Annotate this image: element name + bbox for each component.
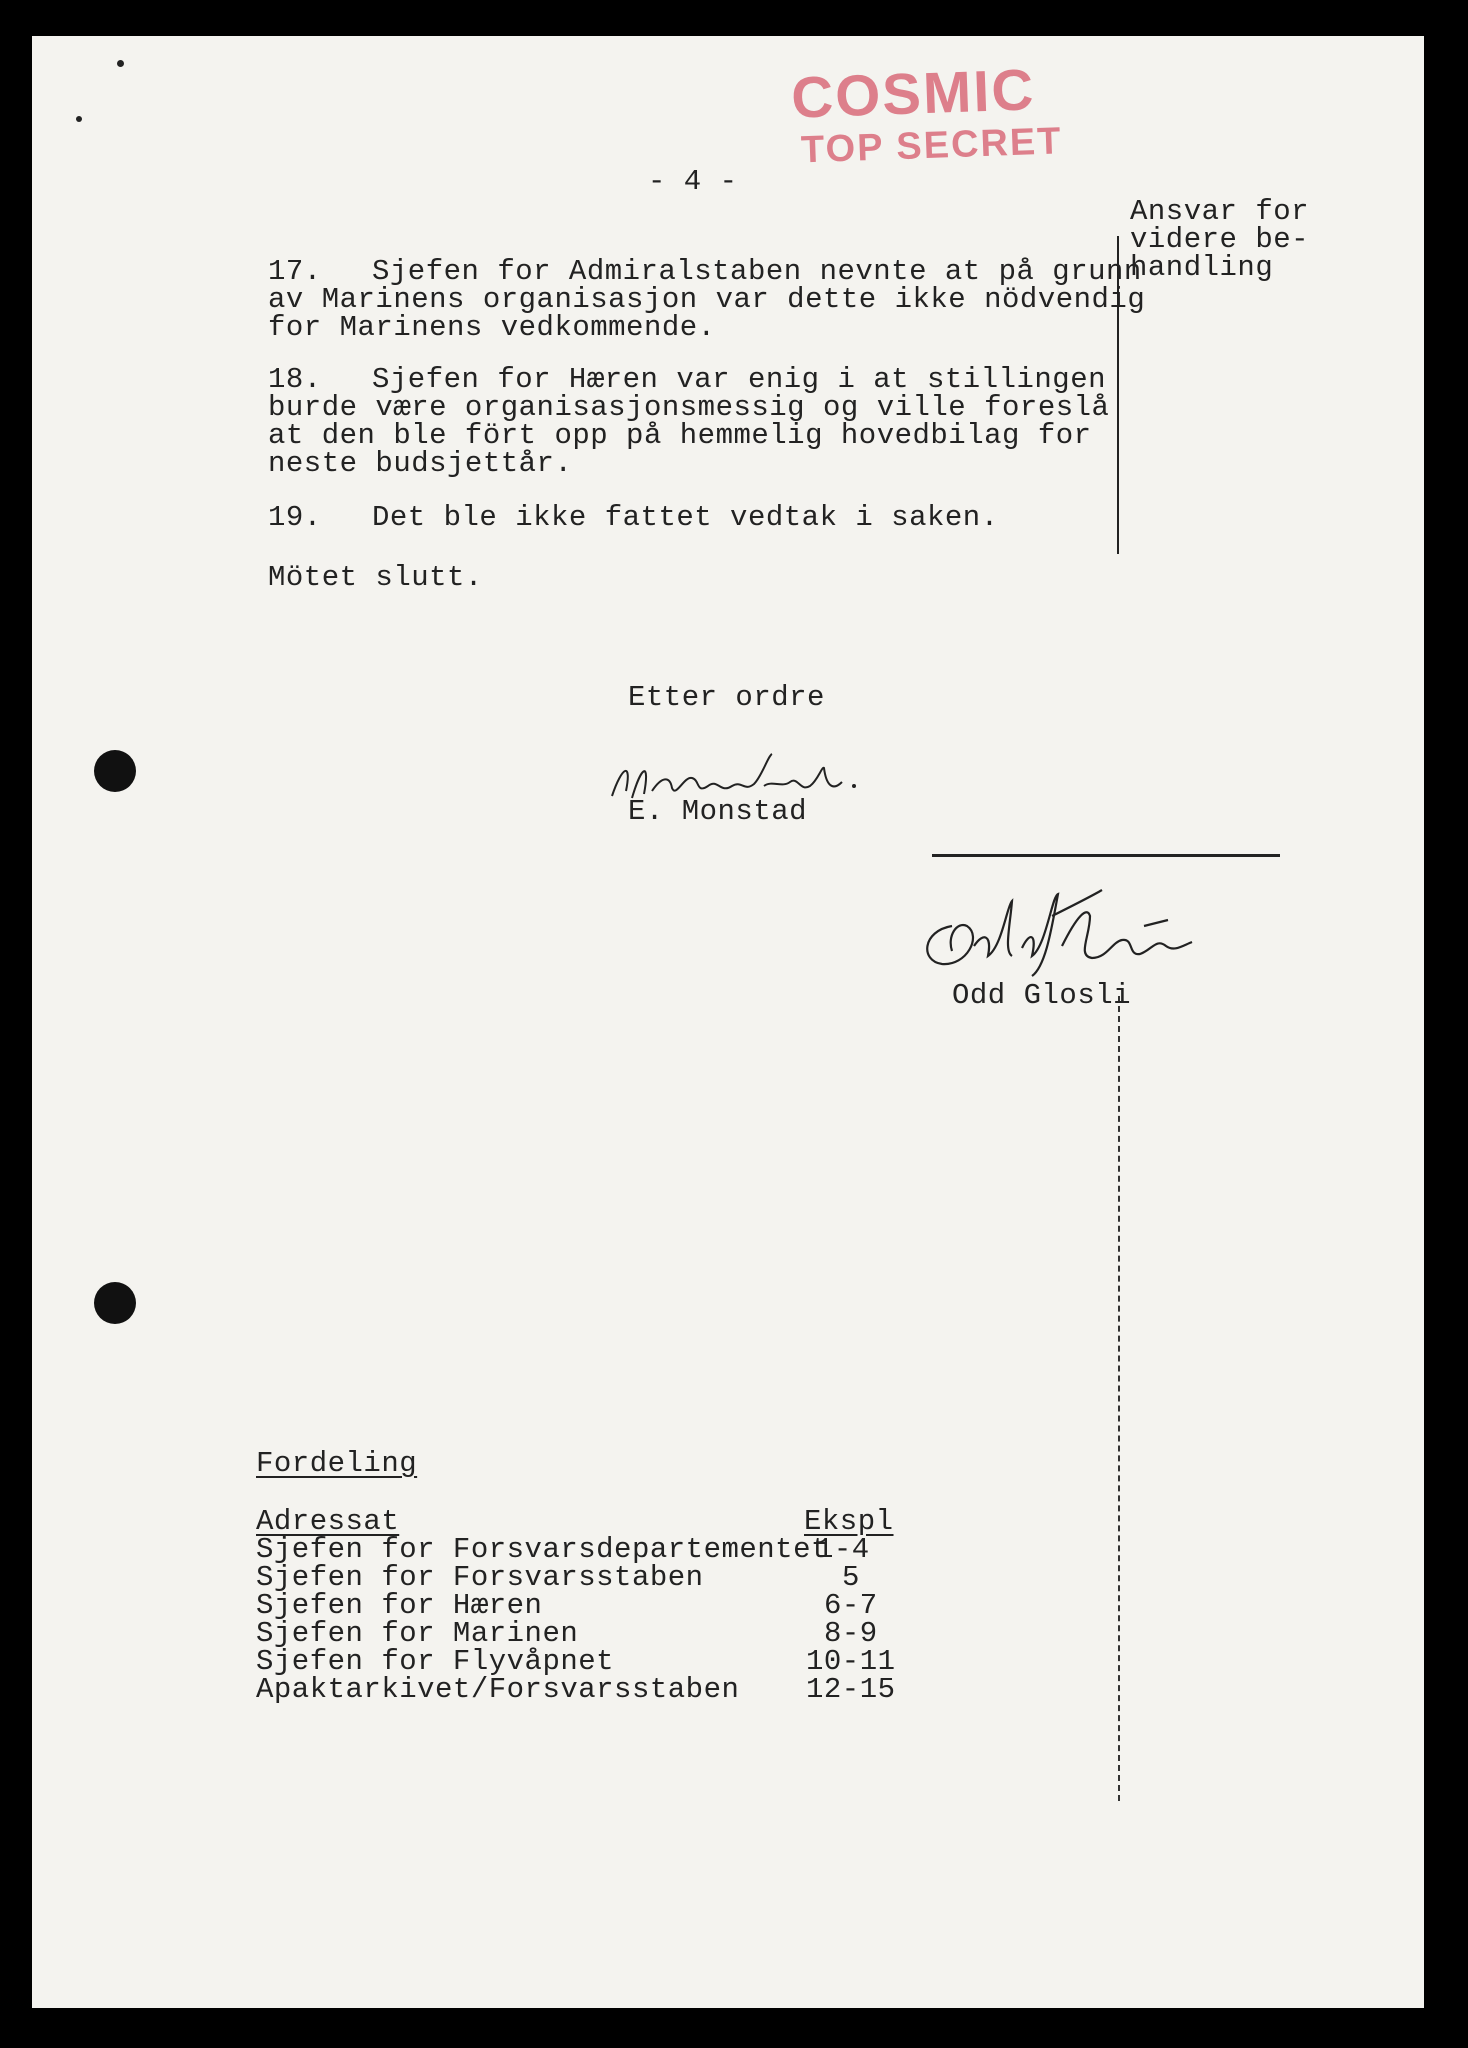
paragraph-19-number: 19. (268, 501, 322, 534)
paragraph-17-number: 17. (268, 255, 322, 288)
ink-speck (117, 60, 124, 67)
page-number: - 4 - (648, 165, 738, 198)
paragraph-19-line-1: Det ble ikke fattet vedtak i saken. (372, 501, 999, 534)
paragraph-18-line-4: neste budsjettår. (268, 447, 573, 480)
distribution-title: Fordeling (256, 1447, 418, 1480)
distribution-copies: 10-11 (806, 1645, 896, 1678)
distribution-copies: 8-9 (824, 1617, 878, 1650)
distribution-col-copies: Ekspl (804, 1505, 894, 1538)
glosli-signature (912, 876, 1212, 986)
signer-1-name: E. Monstad (628, 795, 808, 828)
signature-divider (932, 854, 1280, 857)
paragraph-17-line-2: av Marinens organisasjon var dette ikke nödvendig (268, 283, 1146, 316)
margin-note-line-3: handling (1130, 251, 1274, 284)
signer-2-name: Odd Glosli (952, 979, 1132, 1012)
distribution-recipient: Sjefen for Flyvåpnet (256, 1645, 615, 1678)
distribution-recipient: Apaktarkivet/Forsvarsstaben (256, 1673, 740, 1706)
classification-stamp (790, 59, 1063, 172)
margin-note-line-1: Ansvar for (1130, 195, 1310, 228)
document-page (32, 36, 1424, 2008)
distribution-copies: 12-15 (806, 1673, 896, 1706)
stamp-line-2: TOP SECRET (800, 120, 1064, 172)
distribution-copies: 6-7 (824, 1589, 878, 1622)
closing-line: Mötet slutt. (268, 561, 483, 594)
distribution-copies: 5 (842, 1561, 860, 1594)
stamp-line-1: COSMIC (790, 57, 1037, 131)
distribution-col-recipient: Adressat (256, 1505, 400, 1538)
punch-hole-top (94, 750, 136, 792)
margin-note-line-2: videre be- (1130, 223, 1310, 256)
margin-rule-lower (1118, 996, 1120, 1801)
paragraph-18-line-2: burde være organisasjonsmessig og ville foreslå (268, 391, 1110, 424)
distribution-recipient: Sjefen for Marinen (256, 1617, 579, 1650)
distribution-copies: 1-4 (816, 1533, 870, 1566)
paragraph-18-number: 18. (268, 363, 322, 396)
distribution-recipient: Sjefen for Hæren (256, 1589, 543, 1622)
ink-speck (76, 116, 82, 122)
punch-hole-bottom (94, 1282, 136, 1324)
distribution-recipient: Sjefen for Forsvarsdepartementet (256, 1533, 829, 1566)
distribution-recipient: Sjefen for Forsvarsstaben (256, 1561, 704, 1594)
paragraph-17-line-3: for Marinens vedkommende. (268, 311, 716, 344)
signature-intro: Etter ordre (628, 681, 825, 714)
paragraph-17-line-1: Sjefen for Admiralstaben nevnte at på grunn (372, 255, 1142, 288)
paragraph-18-line-1: Sjefen for Hæren var enig i at stillingen (372, 363, 1107, 396)
paragraph-18-line-3: at den ble fört opp på hemmelig hovedbilag for (268, 419, 1092, 452)
